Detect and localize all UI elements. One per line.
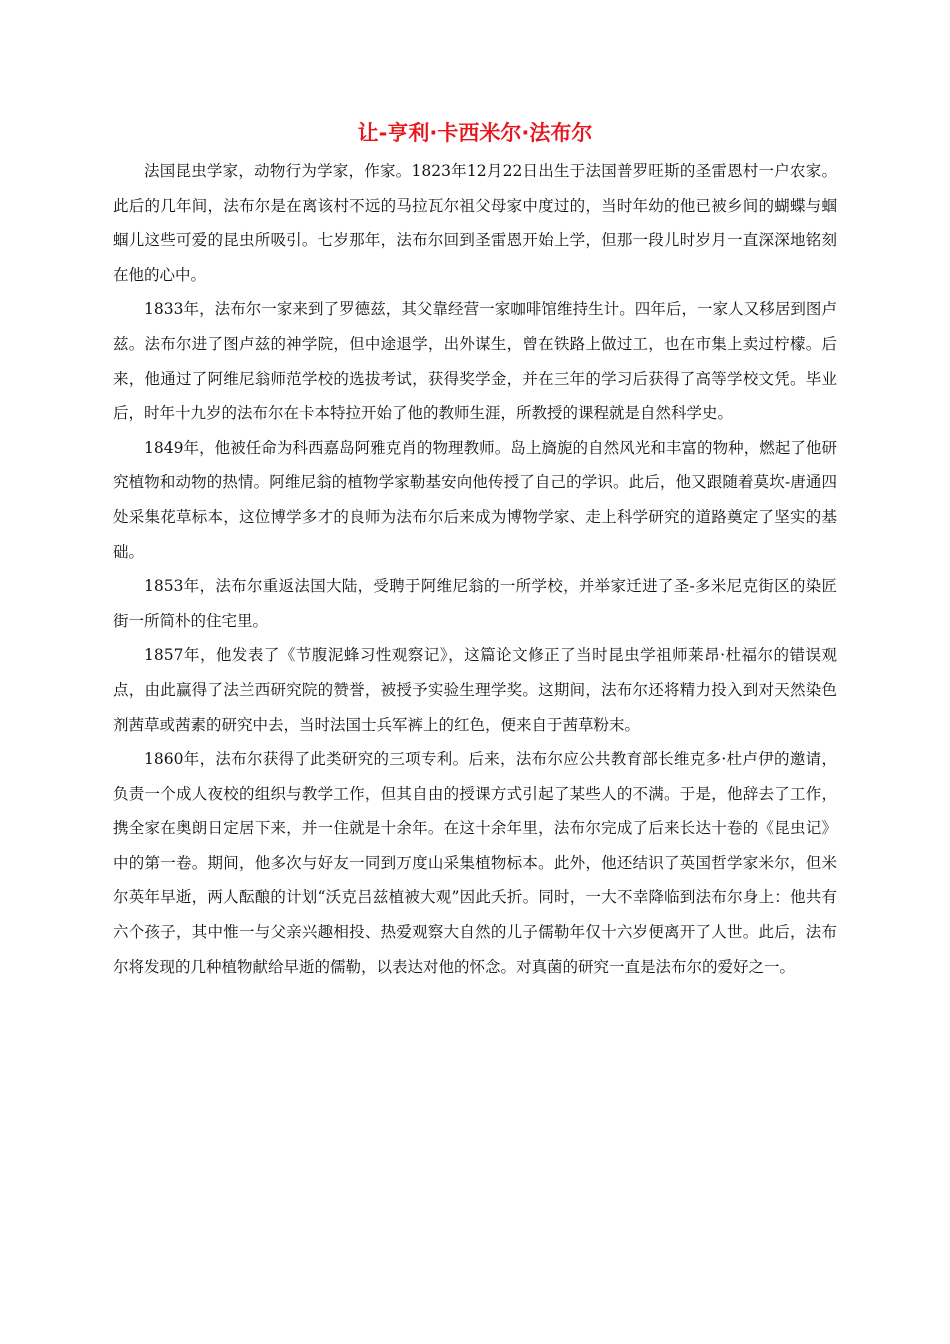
paragraph-avignon: 1853年，法布尔重返法国大陆，受聘于阿维尼翁的一所学校，并举家迁进了圣-多米尼克街区的染匠街一所简朴的住宅里。 [113,577,837,630]
paragraph-education: 1833年，法布尔一家来到了罗德兹，其父靠经营一家咖啡馆维持生计。四年后，一家人又移居到图卢兹。法布尔进了图卢兹的神学院，但中途退学，出外谋生，曾在铁路上做过工，也在市集上卖过柠檬。后来，他通过了阿维尼翁师范学校的选拔考试，获得奖学金，并在三年的学习后获得了高等学校文凭。毕业后，时年十九岁的法布尔在卡本特拉开始了他的教师生涯，所教授的课程就是自然科学史。 [113,300,837,423]
paragraph-early-life: 法国昆虫学家，动物行为学家，作家。1823年12月22日出生于法国普罗旺斯的圣雷恩村一户农家。此后的几年间，法布尔是在离该村不远的马拉瓦尔祖父母家中度过的，当时年幼的他已被乡间的蝴蝶与蝈蝈儿这些可爱的昆虫所吸引。七岁那年，法布尔回到圣雷恩开始上学，但那一段儿时岁月一直深深地铭刻在他的心中。 [113,162,837,284]
paragraph-later-life: 1860年，法布尔获得了此类研究的三项专利。后来，法布尔应公共教育部长维克多·杜卢伊的邀请，负责一个成人夜校的组织与教学工作，但其自由的授课方式引起了某些人的不满。于是，他辞去了工作，携全家在奥朗日定居下来，并一住就是十余年。在这十余年里，法布尔完成了后来长达十卷的《昆虫记》中的第一卷。期间，他多次与好友一同到万度山采集植物标本。此外，他还结识了英国哲学家米尔，但米尔英年早逝，两人酝酿的计划“沃克吕兹植被大观”因此夭折。同时，一大不幸降临到法布尔身上：他共有六个孩子，其中惟一与父亲兴趣相投、热爱观察大自然的儿子儒勒年仅十六岁便离开了人世。此后，法布尔将发现的几种植物献给早逝的儒勒，以表达对他的怀念。对真菌的研究一直是法布尔的爱好之一。 [113,750,837,976]
document-body [113,154,837,984]
document-title: 让-亨利·卡西米尔·法布尔 [357,121,593,145]
paragraph-publication: 1857年，他发表了《节腹泥蜂习性观察记》，这篇论文修正了当时昆虫学祖师莱昂·杜福尔的错误观点，由此赢得了法兰西研究院的赞誉，被授予实验生理学奖。这期间，法布尔还将精力投入到对天然染色剂茜草或茜素的研究中去，当时法国士兵军裤上的红色，便来自于茜草粉末。 [113,646,837,734]
paragraph-corsica: 1849年，他被任命为科西嘉岛阿雅克肖的物理教师。岛上旖旎的自然风光和丰富的物种，燃起了他研究植物和动物的热情。阿维尼翁的植物学家勒基安向他传授了自己的学识。此后，他又跟随着莫坎-唐通四处采集花草标本，这位博学多才的良师为法布尔后来成为博物学家、走上科学研究的道路奠定了坚实的基础。 [113,438,837,561]
